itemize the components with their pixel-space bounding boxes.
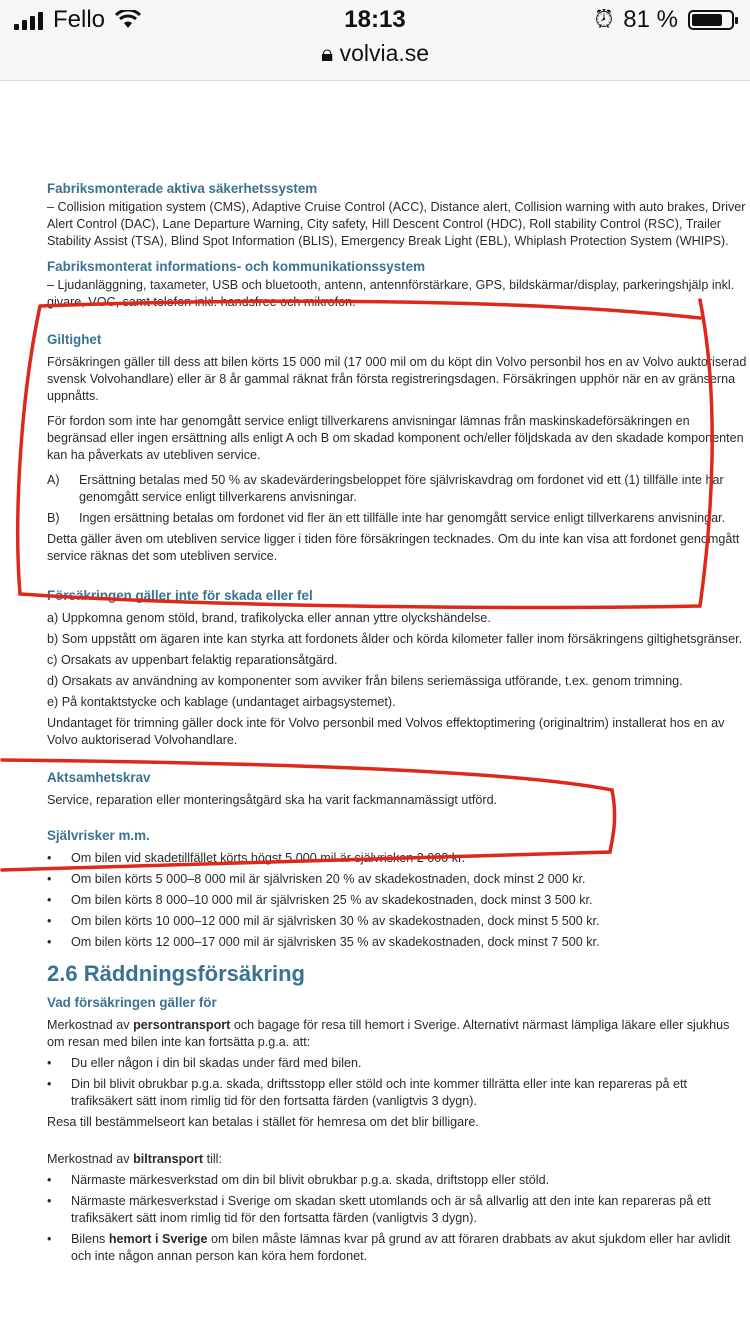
battery-fill (692, 14, 722, 26)
exclusion-note: Undantaget för trimning gäller dock inte för Volvo personbil med Volvos effektoptimering (originaltrim) installerat hos en av Volvo auktoriserad Volvohandlare. (47, 716, 725, 747)
heading-care: Aktsamhetskrav (47, 770, 151, 785)
lock-icon: 🔒︎ (320, 40, 334, 66)
text-info: – Ljudanläggning, taxameter, USB och bluetooth, antenn, antennförstärkare, GPS, bildskärmar/display, parkeringshjälp inkl. givare, VOC, samt telefon inkl. handsfree och mikrofon. (47, 278, 735, 309)
list-item: • Närmaste märkesverkstad i Sverige om skadan skett utomlands och är så allvarlig att den inte kan repareras på ett trafiksäkert sätt inom rimlig tid för den fortsatta färden (vanligtvis 3 dygn). (47, 1194, 711, 1225)
heading-safety: Fabriksmonterade aktiva säkerhetssystem (47, 181, 318, 196)
list-item: • Närmaste märkesverkstad om din bil blivit obrukbar p.g.a. skada, driftstopp eller stöld. (47, 1173, 550, 1187)
clock: 18:13 (344, 6, 406, 33)
text-validity-2: För fordon som inte har genomgått service enligt tillverkarens anvisningar lämnas från maskinskadeförsäkringen en begränsad eller ingen ersättning alls enligt A och B om skadad komponent och/eller följdskada av den skadade komponenten kan ha påverkats av utebliven service. (47, 414, 744, 462)
list-item: • Du eller någon i din bil skadas under färd med bilen. (47, 1056, 362, 1070)
text-car-transport: Merkostnad av biltransport till: (47, 1152, 222, 1166)
item-key: A) (47, 473, 60, 487)
heading-validity: Giltighet (47, 332, 102, 347)
validity-item-b (47, 510, 747, 527)
status-bar (0, 0, 750, 81)
exclusion-c: c) Orsakats av uppenbart felaktig reparationsåtgärd. (47, 653, 338, 667)
text-validity-1: Försäkringen gäller till dess att bilen körts 15 000 mil (17 000 mil om du köpt din Volvo personbil hos en av Volvo auktoriserad svensk Volvohandlare) eller är 8 år gammal räknat från första registreringsdagen. Försäkringen upphör när en av gränserna uppnåtts. (47, 355, 747, 403)
item-text: Ingen ersättning betalas om fordonet vid fler än ett tillfälle inte har genomgått service enligt tillverkarens anvisningar. (79, 511, 726, 525)
carrier-label: Fello (53, 6, 106, 33)
heading-exclusions: Försäkringen gäller inte för skada eller fel (47, 588, 313, 603)
section-title-rescue: 2.6 Räddningsförsäkring (47, 961, 305, 986)
list-item: • Om bilen vid skadetillfället körts högst 5 000 mil är självrisken 2 000 kr. (47, 851, 466, 865)
alarm-icon: ⏰︎ (594, 6, 614, 33)
battery-icon (688, 10, 734, 30)
exclusion-d: d) Orsakats av användning av komponenter som avviker från bilens seriemässiga utförande, t.ex. genom trimning. (47, 674, 683, 688)
list-item: • Om bilen körts 12 000–17 000 mil är självrisken 35 % av skadekostnaden, dock minst 7 500 kr. (47, 935, 600, 949)
text-validity-3: Detta gäller även om utebliven service ligger i tiden före försäkringen tecknades. Om du inte kan visa att fordonet genomgått service räknas det som utebliven service. (47, 532, 740, 563)
heading-deductibles: Självrisker m.m. (47, 828, 150, 843)
list-item: • Bilens hemort i Sverige om bilen måste lämnas kvar på grund av att föraren drabbats av akut sjukdom eller har avlidit och inte någon annan person kan köra hem fordonet. (47, 1232, 731, 1263)
exclusion-b: b) Som uppstått om ägaren inte kan styrka att fordonets ålder och körda kilometer faller inom försäkringens giltighetsgränser. (47, 632, 743, 646)
validity-item-a (47, 472, 747, 506)
exclusion-a: a) Uppkomna genom stöld, brand, trafikolycka eller annan yttre olyckshändelse. (47, 611, 491, 625)
status-right (595, 6, 734, 34)
list-item: • Din bil blivit obrukbar p.g.a. skada, driftsstopp eller stöld och inte kommer tillrätta eller inte kan repareras på ett trafiksäkert sätt inom rimlig tid för den fortsatta färden (vanligtvis 3 dygn). (47, 1077, 687, 1108)
list-item: • Om bilen körts 5 000–8 000 mil är självrisken 20 % av skadekostnaden, dock minst 2 000 kr. (47, 872, 586, 886)
url-text: volvia.se (339, 40, 430, 66)
text-care: Service, reparation eller monteringsåtgärd ska ha varit fackmannamässigt utförd. (47, 793, 498, 807)
document-content (47, 180, 747, 1269)
text-safety: – Collision mitigation system (CMS), Adaptive Cruise Control (ACC), Distance alert, Collision warning with auto brakes, Driver Alert Control (DAC), Lane Departure Warning, City safety, Hill Descent Control (HDC), Roll stability Control (RSC), Trailer Stability Assist (TSA), Blind Spot Information (BLIS), Emergency Break Light (EBL), Whiplash Protection System (WHIPS). (47, 200, 746, 248)
address-bar[interactable] (0, 40, 750, 67)
heading-info: Fabriksmonterat informations- och kommunikationssystem (47, 259, 425, 274)
heading-rescue-scope: Vad försäkringen gäller för (47, 995, 217, 1010)
battery-percent: 81 % (623, 6, 678, 33)
list-item: • Om bilen körts 10 000–12 000 mil är självrisken 30 % av skadekostnaden, dock minst 5 500 kr. (47, 914, 600, 928)
item-key: B) (47, 511, 60, 525)
exclusion-e: e) På kontaktstycke och kablage (undantaget airbagsystemet). (47, 695, 396, 709)
text-rescue-intro: Merkostnad av persontransport och bagage för resa till hemort i Sverige. Alternativt närmast lämpliga läkare eller sjukhus om resan med bilen inte kan fortsätta p.g.a. att: (47, 1018, 730, 1049)
list-item: • Om bilen körts 8 000–10 000 mil är självrisken 25 % av skadekostnaden, dock minst 3 500 kr. (47, 893, 593, 907)
item-text: Ersättning betalas med 50 % av skadevärderingsbeloppet före självriskavdrag om fordonet vid ett (1) tillfälle inte har genomgått service enligt tillverkarens anvisningar. (79, 473, 724, 504)
text-rescue-destination: Resa till bestämmelseort kan betalas i stället för hemresa om det blir billigare. (47, 1115, 479, 1129)
